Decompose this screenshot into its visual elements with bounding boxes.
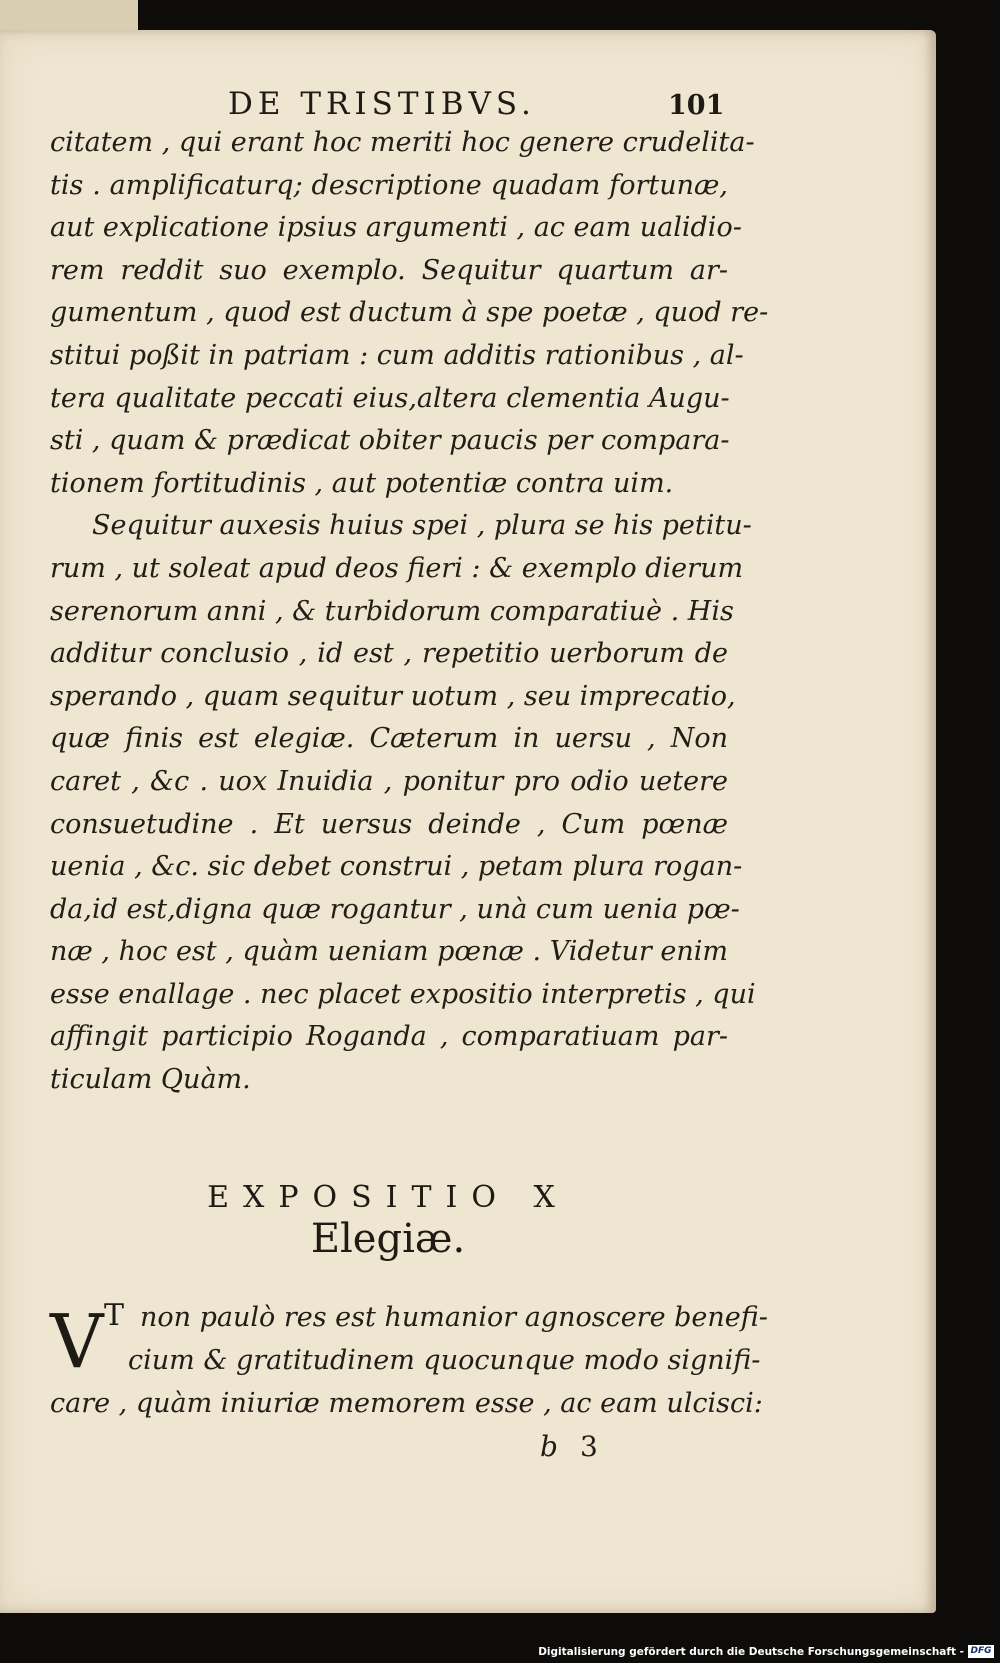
digitization-credit: Digitalisierung gefördert durch die Deutsche Forschungsgemeinschaft - xyxy=(538,1646,964,1658)
text-line: sti , quam & prædicat obiter paucis per compara- xyxy=(50,425,730,457)
drop-cap: V xyxy=(50,1299,104,1385)
signature-mark xyxy=(540,1430,620,1463)
running-head: DE TRISTIBVS. xyxy=(228,86,536,122)
opening-capital: T xyxy=(104,1298,125,1333)
section-paragraph xyxy=(50,1296,768,1425)
text-line: quæ finis est elegiæ. Cæterum in uersu , Non xyxy=(50,723,728,755)
text-line: tera qualitate peccati eius,altera clementia Augu- xyxy=(50,382,730,414)
text-line: care , quàm iniuriæ memorem esse , ac eam ulcisci: xyxy=(50,1388,763,1419)
signature-letter: b xyxy=(540,1430,580,1463)
text-line: tis . amplificaturq; descriptione quadam fortunæ, xyxy=(50,169,728,201)
text-line: næ , hoc est , quàm ueniam pœnæ . Videtur enim xyxy=(50,936,728,968)
text-line: cium & gratitudinem quocunque modo signifi- xyxy=(128,1345,761,1376)
text-line: Sequitur auxesis huius spei , plura se his petitu- xyxy=(92,510,752,542)
text-line: sperando , quam sequitur uotum , seu imprecatio, xyxy=(50,680,736,712)
text-line: caret , &c . uox Inuidia , ponitur pro odio uetere xyxy=(50,765,728,797)
text-line: additur conclusio , id est , repetitio uerborum de xyxy=(50,638,728,670)
dfg-logo: DFG xyxy=(968,1645,994,1658)
text-line: esse enallage . nec placet expositio interpretis , qui xyxy=(50,978,756,1010)
section-subheading: Elegiæ. xyxy=(310,1216,466,1262)
text-line: rum , ut soleat apud deos fieri : & exemplo dierum xyxy=(50,552,744,584)
text-line: aut explicatione ipsius argumenti , ac eam ualidio- xyxy=(50,212,742,244)
text-line: non paulò res est humanior agnoscere benefi- xyxy=(140,1302,768,1333)
text-line: affingit participio Roganda , comparatiuam par- xyxy=(50,1021,728,1053)
text-line: tionem fortitudinis , aut potentiæ contra uim. xyxy=(50,467,674,499)
text-line: serenorum anni , & turbidorum comparatiuè . His xyxy=(50,595,734,627)
text-line: ticulam Quàm. xyxy=(50,1064,251,1096)
text-line: citatem , qui erant hoc meriti hoc genere crudelita- xyxy=(50,127,755,158)
text-line: stitui poßit in patriam : cum additis rationibus , al- xyxy=(50,339,744,371)
section-heading: EXPOSITIO X xyxy=(207,1180,569,1215)
text-line: gumentum , quod est ductum à spe poetæ , quod re- xyxy=(50,297,769,329)
signature-number: 3 xyxy=(579,1430,620,1463)
text-line: uenia , &c. sic debet construi , petam plura rogan- xyxy=(50,851,743,883)
text-line: consuetudine . Et uersus deinde , Cum pœnæ xyxy=(50,808,728,840)
page-number: 101 xyxy=(668,90,725,121)
text-line: rem reddit suo exemplo. Sequitur quartum ar- xyxy=(50,254,728,286)
body-text xyxy=(50,122,769,1102)
text-line: da,id est,digna quæ rogantur , unà cum uenia pœ- xyxy=(50,893,740,925)
